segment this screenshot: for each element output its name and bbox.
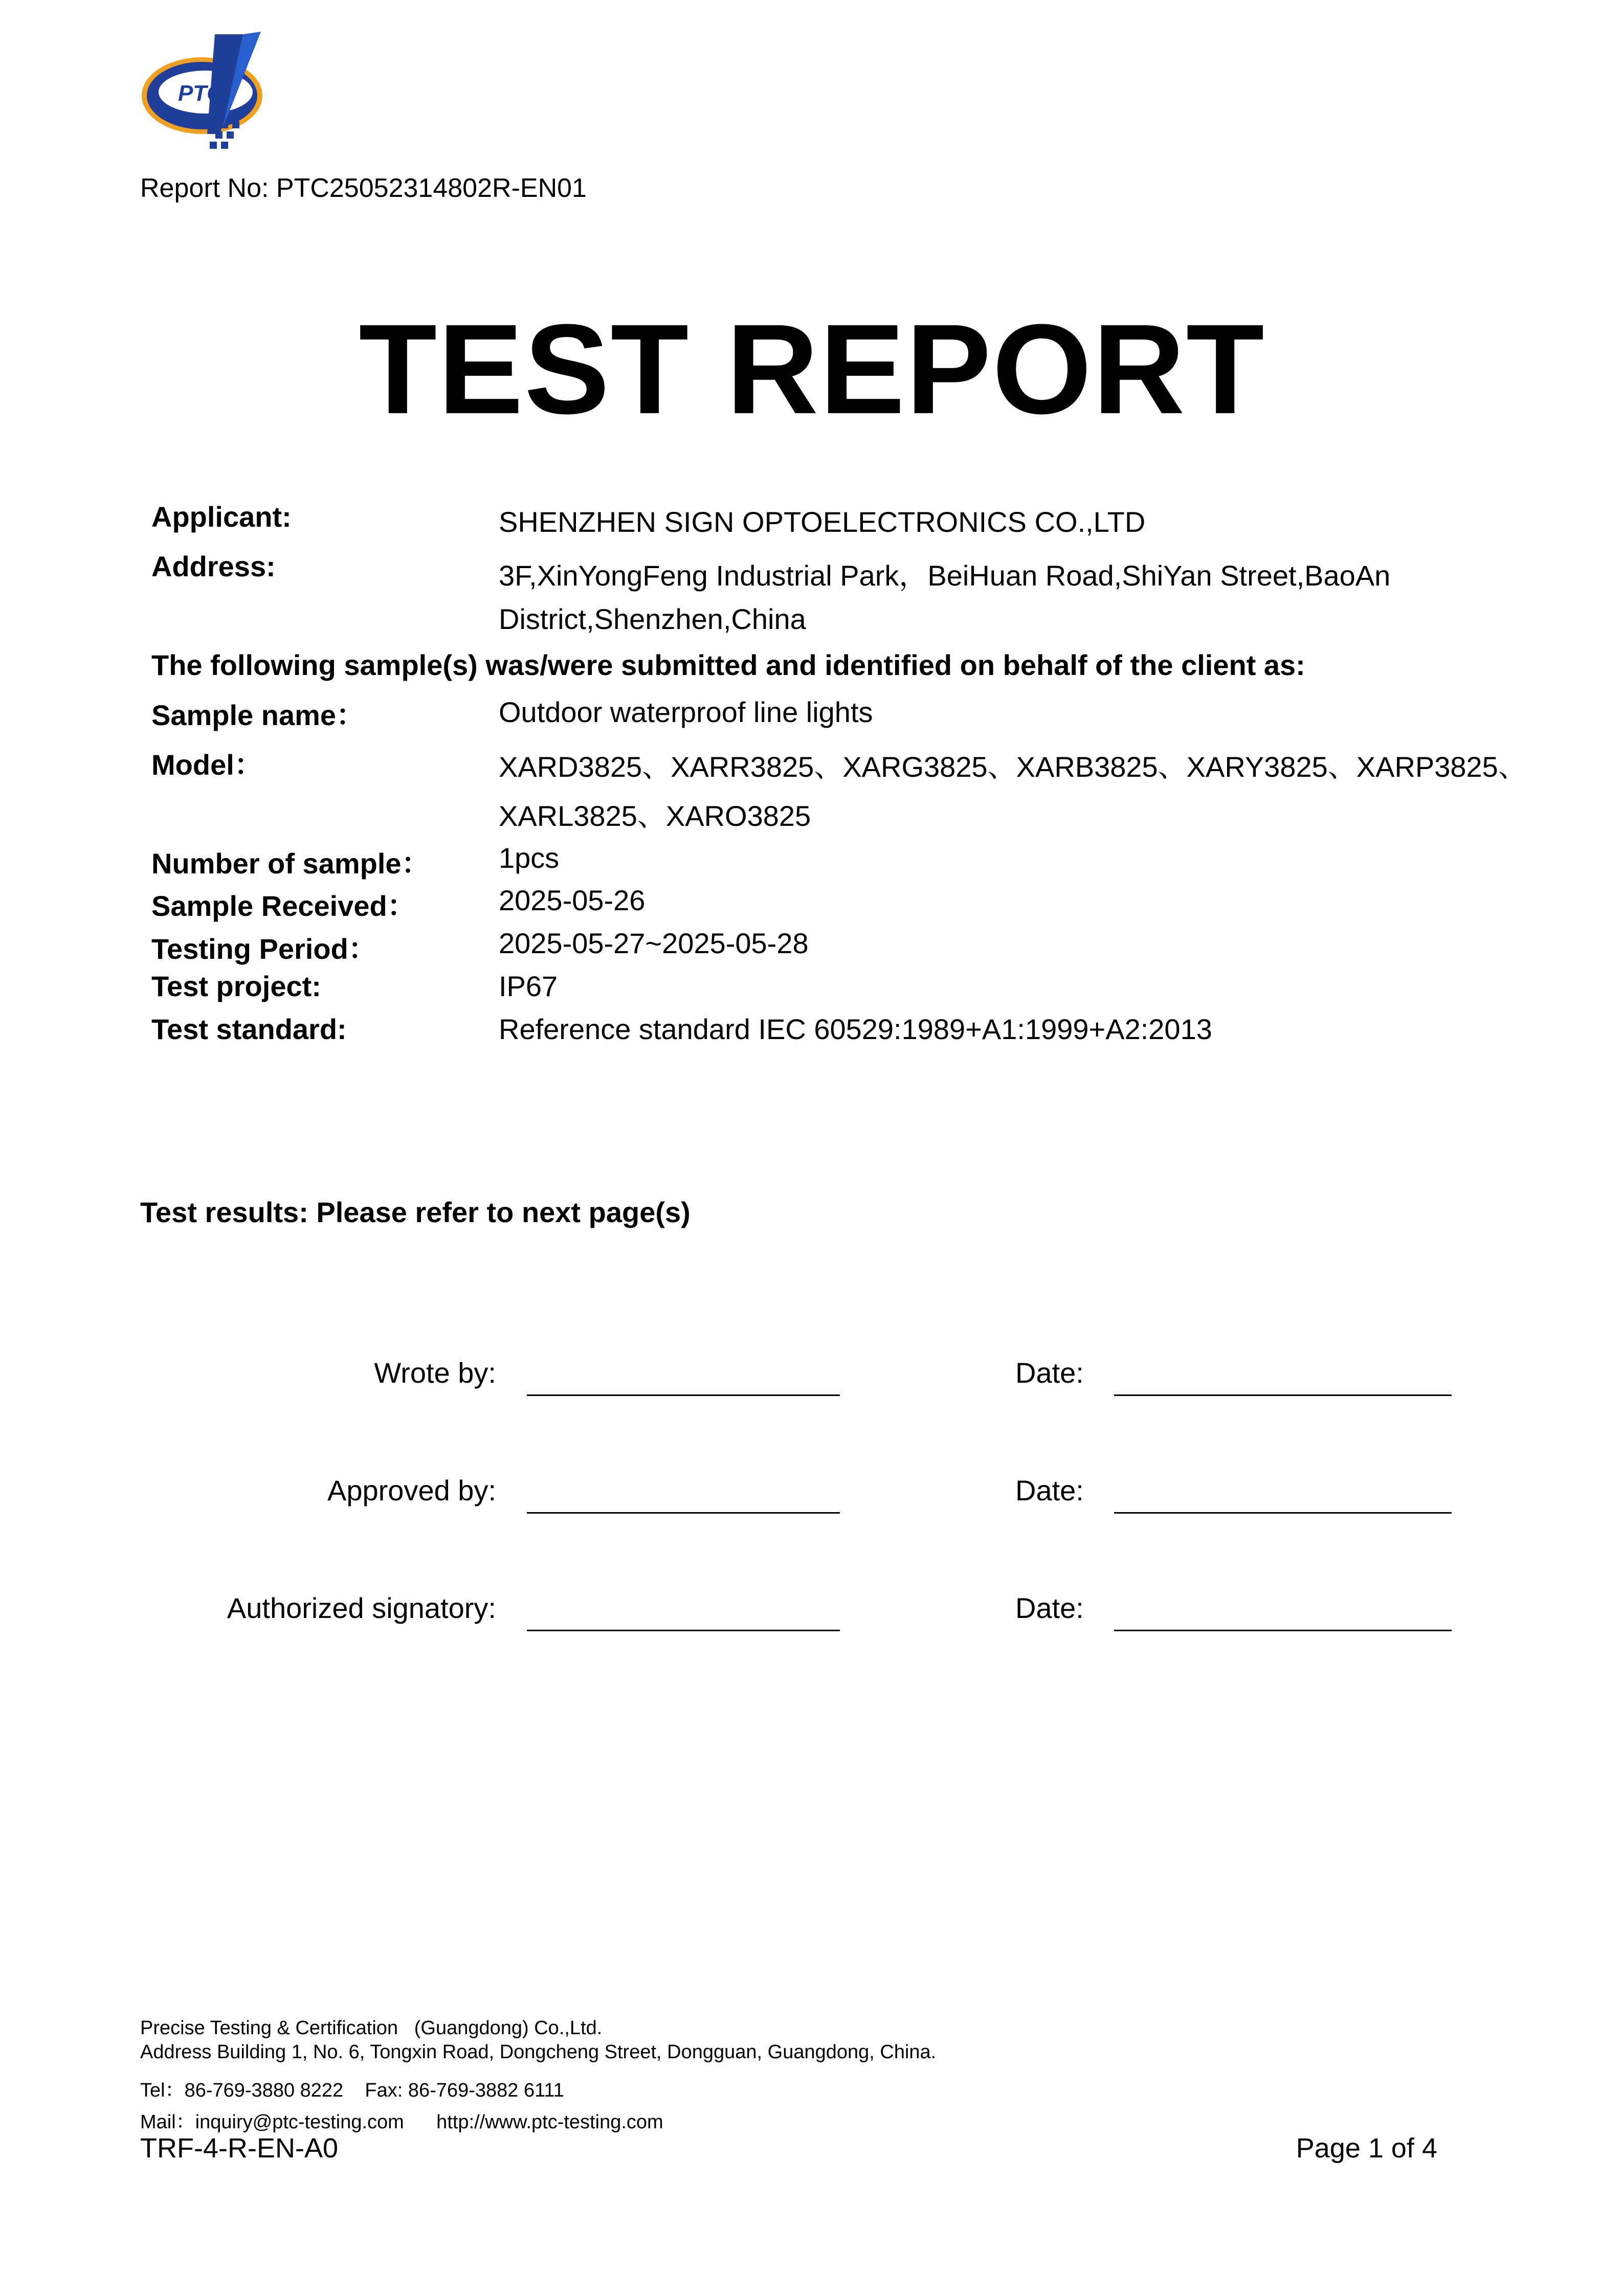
footer-mail-web: Mail：inquiry@ptc-testing.com http://www.ptc-testing.com <box>140 2111 663 2133</box>
testing-period-label: Testing Period： <box>151 933 377 965</box>
wrote-by-line <box>527 1394 840 1396</box>
test-project-label: Test project: <box>151 970 321 1002</box>
model-line-1: XARD3825、XARR3825、XARG3825、XARB3825、XARY3825、XARP3825、 <box>499 751 1527 783</box>
footer-address: Address Building 1, No. 6, Tongxin Road, Dongcheng Street, Dongguan, Guangdong, China. <box>140 2041 937 2063</box>
address-line-2: District,Shenzhen,China <box>499 603 806 635</box>
logo-text: PTC <box>178 81 223 106</box>
wrote-date-label: Date: <box>1015 1357 1084 1389</box>
sample-received-value: 2025-05-26 <box>499 884 646 916</box>
authorized-signatory-line <box>527 1630 840 1631</box>
sample-received-label: Sample Received： <box>151 890 416 922</box>
report-number: Report No: PTC25052314802R-EN01 <box>140 173 587 203</box>
test-results-note: Test results: Please refer to next page(s) <box>140 1196 691 1228</box>
page-number: Page 1 of 4 <box>1296 2133 1437 2164</box>
authorized-date-label: Date: <box>1015 1592 1084 1624</box>
company-logo <box>138 32 274 154</box>
footer-company: Precise Testing & Certification (Guangdong) Co.,Ltd. <box>140 2017 603 2039</box>
footer-tel-fax: Tel：86-769-3880 8222 Fax: 86-769-3882 6111 <box>140 2080 564 2101</box>
authorized-signatory-label: Authorized signatory: <box>227 1592 496 1624</box>
number-of-sample-label: Number of sample： <box>151 847 430 880</box>
authorized-date-line <box>1114 1630 1452 1631</box>
address-label: Address: <box>151 550 276 582</box>
testing-period-value: 2025-05-27~2025-05-28 <box>499 927 809 959</box>
number-of-sample-value: 1pcs <box>499 842 560 874</box>
model-line-2: XARL3825、XARO3825 <box>499 800 811 832</box>
sample-name-value: Outdoor waterproof line lights <box>499 696 873 728</box>
test-standard-value: Reference standard IEC 60529:1989+A1:1999+A2:2013 <box>499 1013 1212 1045</box>
sample-name-label: Sample name： <box>151 699 365 731</box>
approved-date-line <box>1114 1512 1452 1514</box>
test-project-value: IP67 <box>499 970 558 1002</box>
wrote-date-line <box>1114 1394 1452 1396</box>
approved-by-line <box>527 1512 840 1514</box>
wrote-by-label: Wrote by: <box>374 1357 496 1389</box>
applicant-value: SHENZHEN SIGN OPTOELECTRONICS CO.,LTD <box>499 506 1146 538</box>
applicant-label: Applicant: <box>151 501 292 533</box>
page-title: TEST REPORT <box>359 298 1265 440</box>
submission-statement: The following sample(s) was/were submitted and identified on behalf of the client as: <box>151 649 1305 681</box>
form-code: TRF-4-R-EN-A0 <box>140 2133 338 2164</box>
model-label: Model： <box>151 749 263 781</box>
approved-date-label: Date: <box>1015 1474 1084 1506</box>
approved-by-label: Approved by: <box>327 1474 496 1506</box>
test-standard-label: Test standard: <box>151 1013 347 1045</box>
address-line-1: 3F,XinYongFeng Industrial Park，BeiHuan Road,ShiYan Street,BaoAn <box>499 559 1391 592</box>
